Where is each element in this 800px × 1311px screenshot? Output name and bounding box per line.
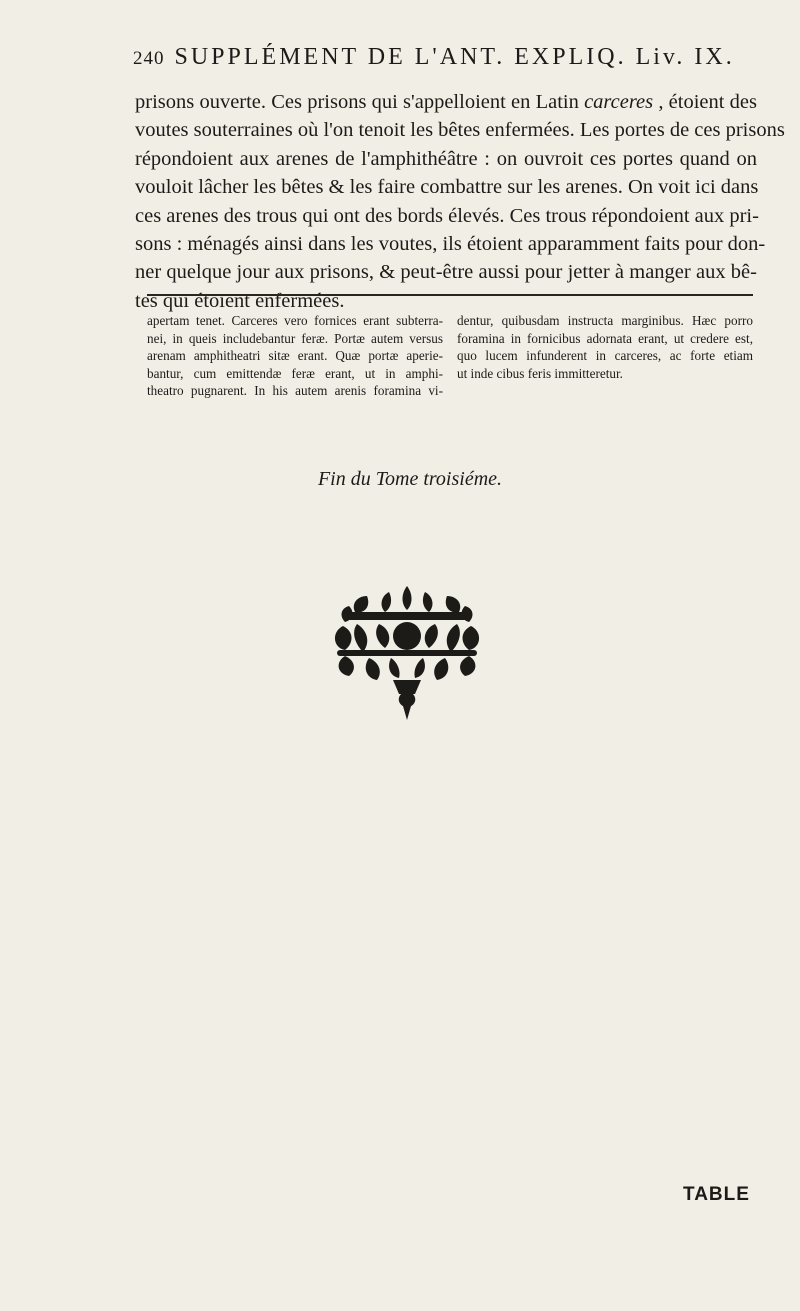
footnote-column-right — [457, 312, 753, 400]
footnote-column-left — [147, 312, 443, 400]
footnote-line: arenam amphitheatri sitæ erant. Quæ portæ aperie- — [147, 348, 443, 364]
latin-term: carceres — [584, 91, 654, 113]
latin-footnotes — [147, 312, 753, 400]
text-line: voutes souterraines où l'on tenoit les bêtes enfermées. Les portes de ces prisons — [135, 119, 785, 142]
footnote-line: dentur, quibusdam instructa marginibus. Hæc porro — [457, 313, 753, 328]
footnote-line: ut inde cibus feris immitteretur. — [457, 365, 623, 381]
page-number: 240 — [133, 48, 165, 69]
footnote-line: bantur, cum emittendæ feræ erant, ut in amphi- — [147, 365, 443, 381]
running-head — [133, 44, 753, 71]
text-line: ner quelque jour aux prisons, & peut-être aussi pour jetter à manger aux bê- — [135, 261, 757, 284]
catchword: TABLE — [683, 1184, 750, 1205]
footnote-line: apertam tenet. Carceres vero fornices erant subterra- — [147, 313, 443, 328]
running-title: SUPPLÉMENT DE L'ANT. EXPLIQ. Liv. IX. — [174, 44, 735, 70]
floral-tailpiece-icon — [327, 582, 487, 722]
footnote-line: theatro pugnarent. In his autem arenis foramina vi- — [147, 383, 443, 399]
text-line: sons : ménagés ainsi dans les voutes, ils étoient apparamment faits pour don- — [135, 233, 766, 256]
footnote-rule — [147, 294, 753, 296]
text-line: tes qui étoient enfermées. — [135, 289, 345, 312]
text-line: vouloit lâcher les bêtes & les faire combattre sur les arenes. On voit ici dans — [135, 176, 759, 199]
text-line — [135, 88, 757, 116]
text-line: répondoient aux arenes de l'amphithéâtre : on ouvroit ces portes quand on — [135, 147, 757, 170]
text-line-start: prisons ouverte. Ces prisons qui s'appelloient en Latin — [135, 91, 579, 113]
text-line: ces arenes des trous qui ont des bords élevés. Ces trous répondoient aux pri- — [135, 204, 759, 227]
footnote-line: foramina in fornicibus adornata erant, ut credere est, — [457, 330, 753, 346]
footnote-line: quo lucem infunderent in carceres, ac forte etiam — [457, 348, 753, 364]
main-text — [135, 88, 785, 315]
footnote-line: nei, in queis includebantur feræ. Portæ autem versus — [147, 330, 443, 346]
closing-line: Fin du Tome troisiéme. — [317, 468, 503, 490]
text-line-end: , étoient des — [658, 91, 758, 113]
